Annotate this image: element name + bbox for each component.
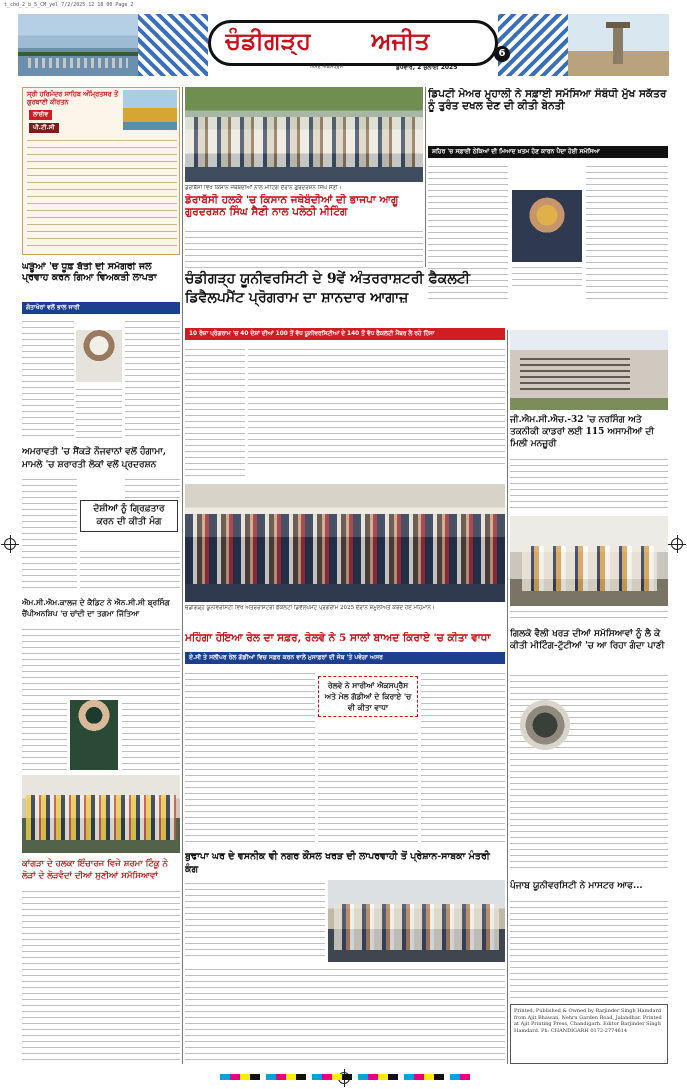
ad-channel-badge: ਪੀ.ਟੀ.ਸੀ xyxy=(29,123,59,133)
masthead-pattern-left xyxy=(138,14,208,76)
gharuan-body-left xyxy=(22,318,74,438)
registration-mark-left xyxy=(4,538,16,550)
page-slug: t_chd_2_b_5_CM_yel 7/2/2025 12 18 00 Page 2 xyxy=(4,2,134,8)
column-rule xyxy=(507,330,508,1064)
gharuan-body-right xyxy=(125,318,180,438)
deputy-mayor-body-right xyxy=(586,163,668,303)
registration-mark-right xyxy=(671,538,683,550)
old-age-home-headline: ਬੁਢਾਪਾ ਘਰ ਦੇ ਵਸਨੀਕ ਵੀ ਨਗਰ ਕੌਂਸਲ ਖਰੜ ਦੀ ਲਾਪਰਵਾਹੀ ਤੋਂ ਪ੍ਰੇਸ਼ਾਨ-ਸਾਬਕਾ ਮੰਤਰੀ ਕੰਗ xyxy=(185,851,490,875)
masthead-pattern-right xyxy=(498,14,568,76)
amravati-body-left xyxy=(22,476,77,592)
column-rule xyxy=(425,87,426,267)
portrait-caption xyxy=(512,264,582,288)
deputy-mayor-portrait xyxy=(512,190,582,262)
sewer-meeting-photo xyxy=(510,516,668,606)
masthead xyxy=(18,14,669,76)
gharuan-body-mid xyxy=(76,386,122,438)
ncc-body-lower-right xyxy=(122,700,180,770)
kangra-body xyxy=(22,888,180,1064)
cu-body-top xyxy=(248,346,505,464)
amravati-headline: ਅਮਰਾਵਤੀ 'ਚ ਸੈਂਕੜੇ ਨੌਜਵਾਨਾਂ ਵਲੋਂ ਹੰਗਾਮਾ, ਮਾਮਲੇ 'ਚ ਸ਼ਰਾਰਤੀ ਲੋਕਾਂ ਵਲੋਂ ਪ੍ਰਦਰਸ਼ਨ xyxy=(22,447,167,470)
gharuan-bar: ਗੋਤਾਖੋਰਾਂ ਵਲੋਂ ਭਾਲ ਜਾਰੀ xyxy=(22,302,180,314)
amravati-body-lower xyxy=(80,548,180,592)
page-number: 6 xyxy=(494,46,510,62)
meeting-body xyxy=(185,228,423,268)
ad-title: ਸ੍ਰੀ ਹਰਿਮੰਦਰ ਸਾਹਿਬ ਅੰਮ੍ਰਿਤਸਰ ਤੋਂ ਗੁਰਬਾਣੀ ਕੀਰਤਨ xyxy=(27,90,119,106)
sewer-photo-caption xyxy=(510,608,668,622)
meeting-photo xyxy=(185,87,423,182)
amravati-box: ਦੋਸ਼ੀਆਂ ਨੂੰ ਗ੍ਰਿਫ਼ਤਾਰ ਕਰਨ ਦੀ ਕੀਤੀ ਮੰਗ xyxy=(80,500,178,532)
deputy-mayor-headline: ਡਿਪਟੀ ਮੇਅਰ ਮੁਹਾਲੀ ਨੇ ਸਫ਼ਾਈ ਸਮੱਸਿਆ ਸੰਬੰਧੀ ਮੁੱਖ ਸਕੱਤਰ ਨੂੰ ਤੁਰੰਤ ਦਖਲ ਦੇਣ ਦੀ ਕੀਤੀ ਬੇਨਤੀ xyxy=(428,88,667,113)
column-rule xyxy=(182,87,183,1064)
rail-fare-bar: ਏ.ਸੀ ਤੇ ਸਲੀਪਰ ਰੇਲ ਗੱਡੀਆਂ ਵਿਚ ਸਫ਼ਰ ਕਰਨ ਵਾਲੇ ਮੁਸਾਫ਼ਰਾਂ ਦੀ ਜੇਬ 'ਤੇ ਪਵੇਗਾ ਅਸਰ xyxy=(185,652,505,664)
ncc-headline: ਐਮ.ਸੀ.ਐਮ.ਕਾਲਜ ਦੇ ਕੈਡਿਟ ਨੇ ਐਨ.ਸੀ.ਸੀ ਬ੍ਰਸਿੰਗ ਚੈਂਪੀਅਨਸ਼ਿਪ 'ਚ ਚਾਂਦੀ ਦਾ ਤਗਮਾ ਜਿੱਤਿਆ xyxy=(22,598,170,618)
old-age-home-body-left xyxy=(185,880,325,960)
print-color-strip xyxy=(220,1074,470,1080)
rail-fare-body-left xyxy=(185,670,315,842)
kangra-headline: ਕਾਂਗੜਾ ਦੇ ਹਲਕਾ ਇੰਚਾਰਜ ਵਿਜੇ ਸ਼ਰਮਾ ਟਿੰਕੂ ਨੇ ਲੋੜਾਂ ਦੇ ਲੋੜਵੰਦਾਂ ਦੀਆਂ ਸੁਣੀਆਂ ਸਮੱਸਿਆਵਾਂ xyxy=(22,859,168,881)
ptc-ad xyxy=(22,87,180,255)
ncc-cadet-photo xyxy=(70,700,118,770)
masthead-date: ਬੁੱਧਵਾਰ, 2 ਜੁਲਾਈ 2025 xyxy=(396,64,458,71)
pu-body xyxy=(510,898,668,998)
gmch-body xyxy=(510,456,668,508)
ad-schedule-text xyxy=(27,136,177,250)
sewer-headline: ਗਿਲਕੋ ਵੈਲੀ ਖਰੜ ਦੀਆਂ ਸਮੱਸਿਆਵਾਂ ਨੂੰ ਲੈ ਕੇ ਕੀਤੀ ਮੀਟਿੰਗ-ਟੁੱਟੀਆਂ 'ਚ ਆ ਰਿਹਾ ਗੰਦਾ ਪਾਣੀ xyxy=(510,629,665,651)
amravati-body-right xyxy=(125,476,180,498)
golden-temple-photo xyxy=(123,90,177,130)
ncc-group-photo xyxy=(22,775,180,853)
cu-group-photo xyxy=(185,484,505,602)
masthead-title-right: ਅਜੀਤ xyxy=(371,27,430,55)
meeting-headline: ਡੇਰਾਬੱਸੀ ਹਲਕੇ 'ਚ ਕਿਸਾਨ ਜਥੇਬੰਦੀਆਂ ਦੀ ਭਾਜਪਾ ਆਗੂ ਗੁਰਦਰਸ਼ਨ ਸਿੰਘ ਸੈਣੀ ਨਾਲ ਪਲੇਠੀ ਮੀਟਿੰਗ xyxy=(185,194,399,219)
old-age-home-photo xyxy=(328,880,505,962)
rail-fare-body-mid xyxy=(318,730,418,842)
sewage-water-photo xyxy=(520,700,570,750)
missing-man-photo xyxy=(76,330,122,382)
masthead-subtitle: ਅਮਰ ਐਕਸਪ੍ਰੈਸ xyxy=(310,64,343,70)
cu-headline: ਚੰਡੀਗੜ੍ਹ ਯੂਨੀਵਰਸਿਟੀ ਦੇ 9ਵੇਂ ਅੰਤਰਰਾਸ਼ਟਰੀ ਫੈਕਲਟੀ ਡਿਵੈਲਪਮੈਂਟ ਪ੍ਰੋਗਰਾਮ ਦਾ ਸ਼ਾਨਦਾਰ ਆਗਾਜ਼ xyxy=(185,271,470,306)
old-age-home-body-bottom xyxy=(185,966,505,1064)
masthead-nameplate xyxy=(208,20,498,66)
cu-body-left xyxy=(185,346,245,481)
meeting-kicker: ਡੇਰਾਬੱਸੀ ਵਿਖੇ ਕਿਸਾਨ ਜਥੇਬੰਦੀਆਂ ਨਾਲ ਮੀਟਿੰਗ ਦੌਰਾਨ ਗੁਰਦਰਸ਼ਨ ਸਿੰਘ ਸੈਣੀ। xyxy=(185,185,342,191)
hospital-photo xyxy=(510,330,668,410)
ncc-body xyxy=(22,626,180,696)
ncc-body-lower-left xyxy=(22,700,67,770)
cu-bar: 10 ਰੋਜ਼ਾ ਪ੍ਰੋਗਰਾਮ 'ਚ 40 ਦੇਸ਼ਾਂ ਦੀਆਂ 100 ਤੋਂ ਵੱਧ ਯੂਨੀਵਰਸਿਟੀਆਂ ਦੇ 140 ਤੋਂ ਵੱਧ ਫੈਕਲਟੀ ਮੈਂਬਰ ਲੈ ਰਹੇ ਹਿੱਸਾ xyxy=(185,328,505,340)
masthead-photo-lake xyxy=(18,14,138,76)
deputy-mayor-bar: ਸ਼ਹਿਰ 'ਚ ਸਫ਼ਾਈ ਠੇਕਿਆਂ ਦੀ ਮਿਆਦ ਖ਼ਤਮ ਹੋਣ ਕਾਰਨ ਪੈਦਾ ਹੋਈ ਸਮੱਸਿਆ xyxy=(428,146,668,158)
ad-live-badge: ਲਾਈਵ xyxy=(29,110,52,120)
gmch-headline: ਜੀ.ਐਮ.ਸੀ.ਐਚ.-32 'ਚ ਨਰਸਿੰਗ ਅਤੇ ਤਕਨੀਕੀ ਕਾਡਰਾਂ ਲਈ 115 ਅਸਾਮੀਆਂ ਦੀ ਮਿਲੀ ਮਨਜ਼ੂਰੀ xyxy=(510,415,655,449)
rail-fare-box: ਰੇਲਵੇ ਨੇ ਸਾਰੀਆਂ ਐਕਸਪ੍ਰੈਸ ਅਤੇ ਮੇਲ ਗੱਡੀਆਂ ਦੇ ਕਿਰਾਏ 'ਚ ਵੀ ਕੀਤਾ ਵਾਧਾ xyxy=(318,676,418,717)
gharuan-headline: ਘੜੂੰਆਂ 'ਚ ਧੂਫ਼ ਬੱਤੀ ਦੀ ਸਮੱਗਰੀ ਜਲ ਪ੍ਰਵਾਹ ਕਰਨ ਗਿਆ ਵਿਅਕਤੀ ਲਾਪਤਾ xyxy=(22,262,157,283)
masthead-photo-monument xyxy=(568,14,669,76)
masthead-title-left: ਚੰਡੀਗੜ੍ਹ xyxy=(225,27,312,55)
imprint-box: Printed, Published & Owned by Barjinder Singh Hamdard from Ajit Bhawan, Nehru Garden Road, Jalandhar. Printed at Ajit Printing Press, Chandigarh. Editor Barjinder Singh Hamdard. Ph: CHANDIGARH 0172-2774614 xyxy=(510,1004,668,1064)
rail-fare-headline: ਮਹਿੰਗਾ ਹੋਇਆ ਰੇਲ ਦਾ ਸਫ਼ਰ, ਰੇਲਵੇ ਨੇ 5 ਸਾਲਾਂ ਬਾਅਦ ਕਿਰਾਏ 'ਚ ਕੀਤਾ ਵਾਧਾ xyxy=(185,632,491,644)
pu-headline: ਪੰਜਾਬ ਯੂਨੀਵਰਸਿਟੀ ਨੇ ਮਾਸਟਰ ਆਫ... xyxy=(510,881,643,891)
cu-photo-caption: ਚੰਡੀਗੜ੍ਹ ਯੂਨੀਵਰਸਿਟੀ ਵਿਖੇ ਅੰਤਰਰਾਸ਼ਟਰੀ ਫੈਕਲਟੀ ਡਿਵੈਲਪਮੈਂਟ ਪ੍ਰੋਗਰਾਮ 2025 ਦੌਰਾਨ ਸ਼ਮੂਲੀਅਤ ਕਰਦੇ ਹੋਏ ਮਹਿਮਾਨ। xyxy=(185,605,435,611)
rail-fare-body-right xyxy=(421,670,505,842)
